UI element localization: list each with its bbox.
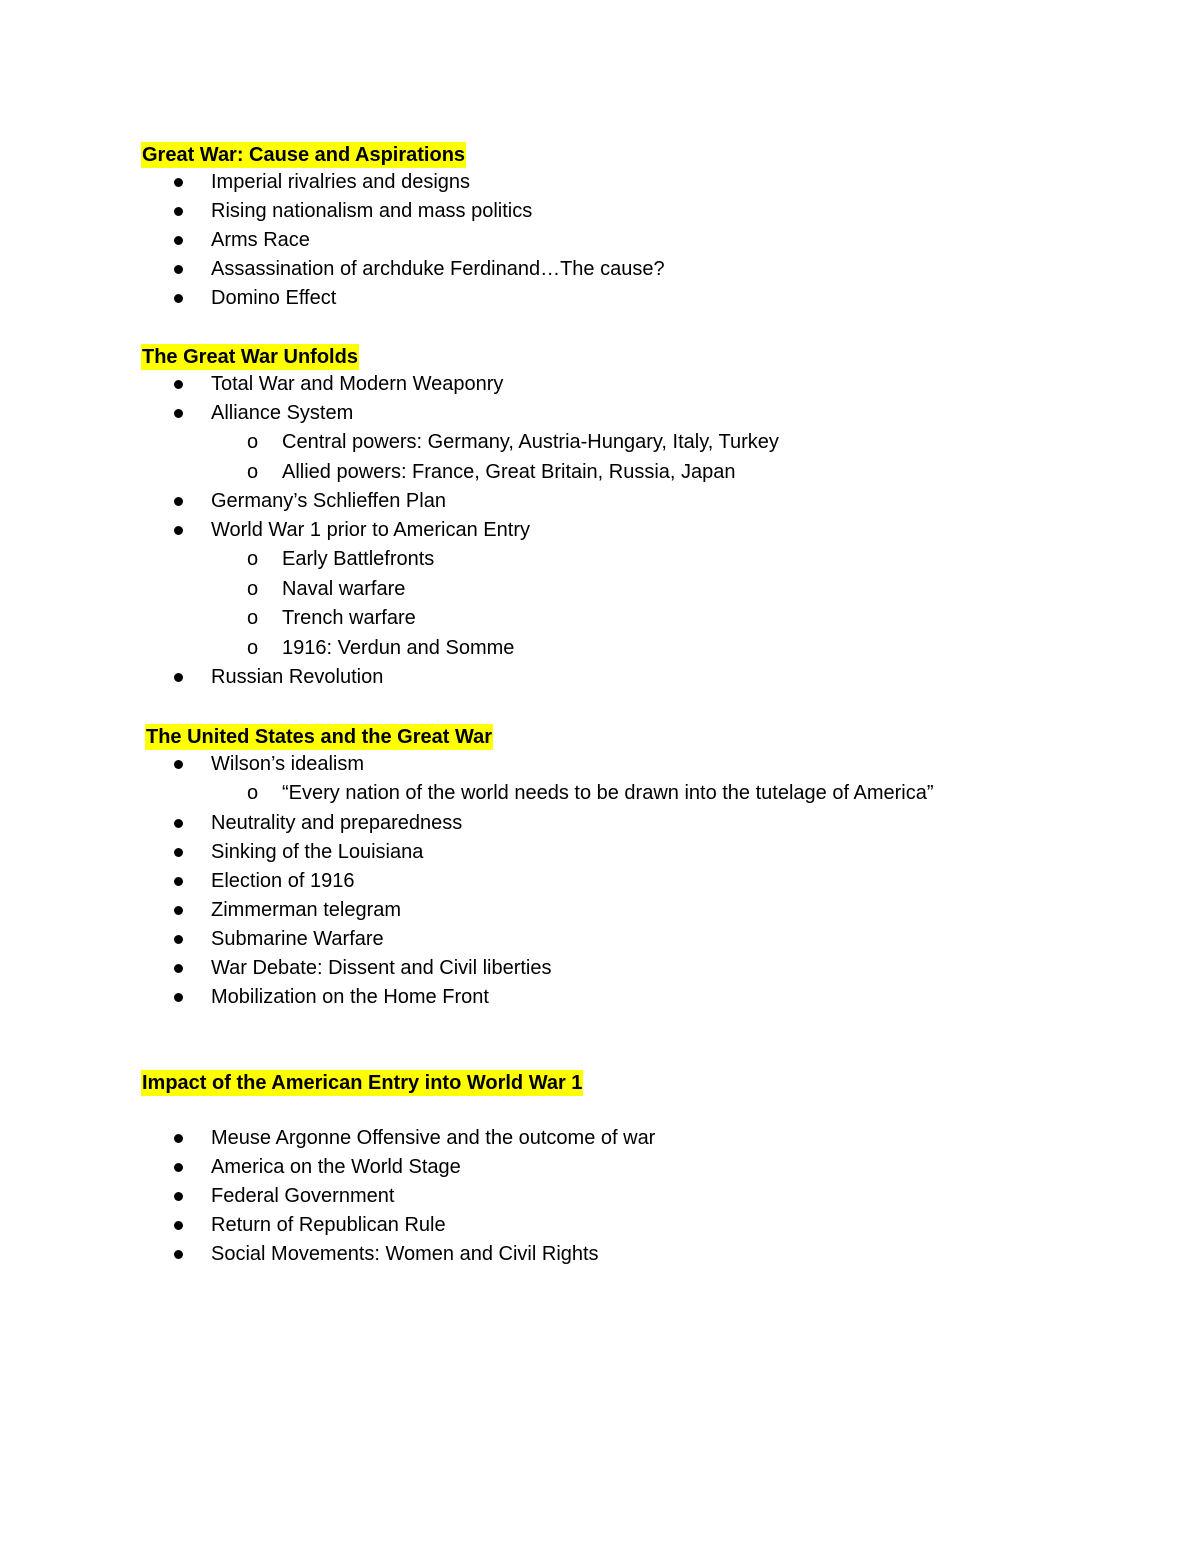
list-item: Return of Republican Rule xyxy=(141,1211,1141,1240)
bullet-icon xyxy=(174,673,183,682)
sub-bullet-list xyxy=(141,779,1141,809)
bullet-icon xyxy=(174,207,183,216)
sub-list-item: o Allied powers: France, Great Britain, Russia, Japan xyxy=(141,458,1141,488)
circle-bullet-icon: o xyxy=(247,548,259,570)
sub-list-item: o Early Battlefronts xyxy=(141,545,1141,575)
bullet-icon xyxy=(174,993,183,1002)
list-item: World War 1 prior to American Entry xyxy=(141,516,1141,545)
bullet-icon xyxy=(174,409,183,418)
list-item: Sinking of the Louisiana xyxy=(141,838,1141,867)
bullet-icon xyxy=(174,906,183,915)
bullet-icon xyxy=(174,819,183,828)
sub-list-item: o 1916: Verdun and Somme xyxy=(141,634,1141,664)
bullet-icon xyxy=(174,1250,183,1259)
circle-bullet-icon: o xyxy=(247,460,259,483)
bullet-icon xyxy=(174,877,183,886)
bullet-icon xyxy=(174,848,183,857)
blank-line xyxy=(141,1096,1141,1124)
list-item: Alliance System xyxy=(141,399,1141,428)
list-item: Neutrality and preparedness xyxy=(141,809,1141,838)
list-item: America on the World Stage xyxy=(141,1153,1141,1182)
list-item: Meuse Argonne Offensive and the outcome of war xyxy=(141,1124,1141,1153)
bullet-list xyxy=(141,370,1141,428)
sub-list-item: o Central powers: Germany, Austria-Hungary, Italy, Turkey xyxy=(141,428,1141,458)
sub-list-item: o “Every nation of the world needs to be drawn into the tutelage of America” xyxy=(141,779,1141,809)
list-item: Domino Effect xyxy=(141,284,1141,313)
bullet-list xyxy=(141,1124,1141,1269)
bullet-icon xyxy=(174,526,183,535)
list-item: War Debate: Dissent and Civil liberties xyxy=(141,954,1141,983)
list-item: Election of 1916 xyxy=(141,867,1141,896)
section-united-states xyxy=(141,724,1141,1012)
list-item: Mobilization on the Home Front xyxy=(141,983,1141,1012)
bullet-list xyxy=(141,750,1141,779)
bullet-list xyxy=(141,487,1141,545)
list-item: Rising nationalism and mass politics xyxy=(141,197,1141,226)
list-item: Total War and Modern Weaponry xyxy=(141,370,1141,399)
section-causes xyxy=(141,142,1141,313)
circle-bullet-icon: o xyxy=(247,431,259,453)
list-item: Germany’s Schlieffen Plan xyxy=(141,487,1141,516)
bullet-list xyxy=(141,809,1141,1012)
section-heading: Great War: Cause and Aspirations xyxy=(142,144,466,166)
bullet-icon xyxy=(174,1163,183,1172)
bullet-icon xyxy=(174,935,183,944)
bullet-icon xyxy=(174,497,183,506)
bullet-icon xyxy=(174,760,183,769)
section-american-entry-impact xyxy=(141,1070,1141,1269)
bullet-icon xyxy=(174,1192,183,1201)
list-item: Federal Government xyxy=(141,1182,1141,1211)
bullet-icon xyxy=(174,294,183,303)
sub-bullet-list xyxy=(141,428,1141,487)
list-item: Zimmerman telegram xyxy=(141,896,1141,925)
list-item: Social Movements: Women and Civil Rights xyxy=(141,1240,1141,1269)
bullet-icon xyxy=(174,1221,183,1230)
bullet-icon xyxy=(174,265,183,274)
circle-bullet-icon: o xyxy=(247,782,259,804)
bullet-list xyxy=(141,663,1141,692)
list-item: Arms Race xyxy=(141,226,1141,255)
circle-bullet-icon: o xyxy=(247,577,259,600)
section-heading: The United States and the Great War xyxy=(146,726,492,748)
bullet-icon xyxy=(174,178,183,187)
section-heading: Impact of the American Entry into World War 1 xyxy=(142,1072,583,1094)
section-war-unfolds xyxy=(141,344,1141,692)
circle-bullet-icon: o xyxy=(247,607,259,629)
section-heading: The Great War Unfolds xyxy=(142,346,358,368)
list-item: Russian Revolution xyxy=(141,663,1141,692)
bullet-icon xyxy=(174,380,183,389)
list-item: Assassination of archduke Ferdinand…The cause? xyxy=(141,255,1141,284)
bullet-icon xyxy=(174,1134,183,1143)
circle-bullet-icon: o xyxy=(247,636,259,659)
list-item: Imperial rivalries and designs xyxy=(141,168,1141,197)
bullet-list xyxy=(141,168,1141,313)
list-item: Wilson’s idealism xyxy=(141,750,1141,779)
bullet-icon xyxy=(174,236,183,245)
sub-list-item: o Naval warfare xyxy=(141,575,1141,605)
list-item: Submarine Warfare xyxy=(141,925,1141,954)
sub-list-item: o Trench warfare xyxy=(141,604,1141,634)
bullet-icon xyxy=(174,964,183,973)
sub-bullet-list xyxy=(141,545,1141,663)
